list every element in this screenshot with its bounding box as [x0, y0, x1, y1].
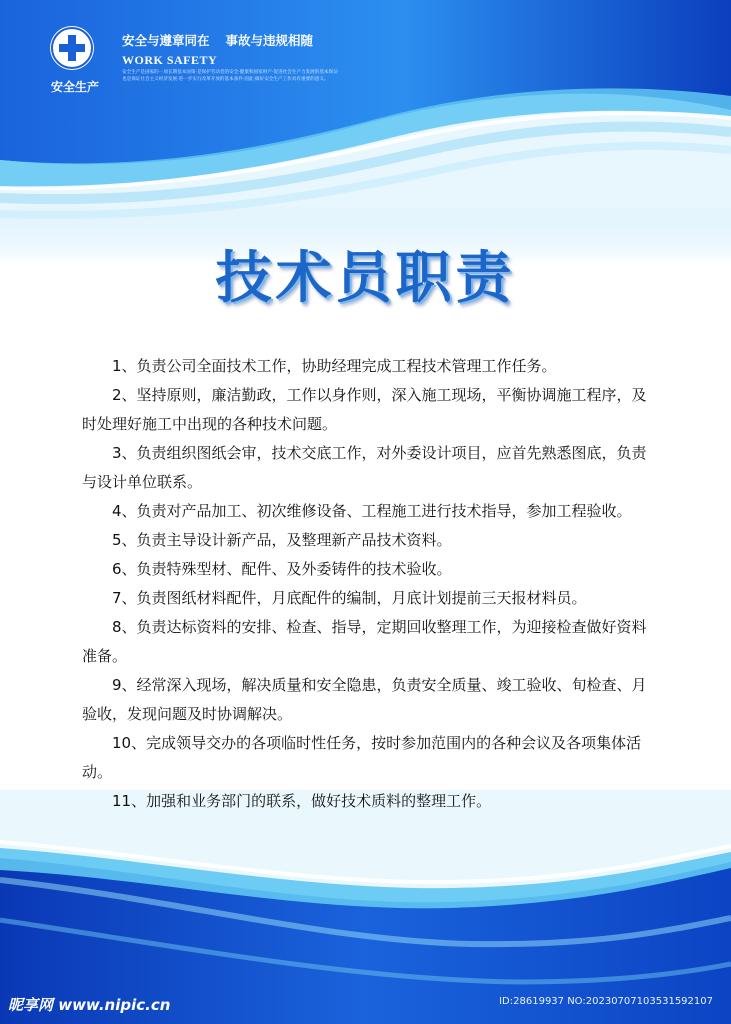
page-title: 技术员职责	[215, 245, 516, 311]
poster-header	[0, 0, 731, 110]
watermark-brand: 昵享网 www.nipic.cn	[8, 996, 171, 1014]
image-id-text: ID:28619937 NO:20230707103531592107	[499, 996, 713, 1007]
english-title: WORK SAFETY	[122, 53, 218, 67]
header-slogan	[122, 31, 313, 49]
safety-logo	[40, 24, 110, 98]
duty-item-8: 8、负责达标资料的安排、检查、指导，定期回收整理工作，为迎接检查做好资料准备。	[82, 618, 647, 665]
duty-item-5: 5、负责主导设计新产品，及整理新产品技术资料。	[112, 531, 452, 549]
slogan-left: 安全与遵章同在	[122, 33, 210, 48]
header-small-text: 安全生产是国家的一项长期基本国策·是保护劳动者的安全·健康和国家财产·促进社会生产力发展的基本保证·也是保证社会主义经济发展·进一步实行改革开放的基本条件·因此·做好安全生产工作具有重要的意义。	[122, 70, 340, 83]
duty-item-4: 4、负责对产品加工、初次维修设备、工程施工进行技术指导，参加工程验收。	[112, 502, 632, 520]
duty-item-7: 7、负责图纸材料配件，月底配件的编制，月底计划提前三天报材料员。	[112, 589, 587, 607]
slogan-right: 事故与违规相随	[225, 33, 314, 48]
duty-item-1: 1、负责公司全面技术工作，协助经理完成工程技术管理工作任务。	[112, 357, 557, 375]
duty-item-9: 9、经常深入现场，解决质量和安全隐患，负责安全质量、竣工验收、旬检查、月验收，发现问题及时协调解决。	[82, 676, 647, 723]
duty-item-11: 11、加强和业务部门的联系，做好技术质料的整理工作。	[112, 792, 492, 810]
duties-list	[82, 352, 652, 816]
logo-caption: 安全生产	[50, 80, 99, 94]
duty-item-10: 10、完成领导交办的各项临时性任务，按时参加范围内的各种会议及各项集体活动。	[82, 734, 642, 781]
safety-cross-icon	[50, 26, 94, 70]
duty-item-2: 2、坚持原则，廉洁勤政，工作以身作则，深入施工现场，平衡协调施工程序，及时处理好施工中出现的各种技术问题。	[82, 386, 647, 433]
duty-item-6: 6、负责特殊型材、配件、及外委铸件的技术验收。	[112, 560, 452, 578]
duty-item-3: 3、负责组织图纸会审，技术交底工作，对外委设计项目，应首先熟悉图底，负责与设计单位联系。	[82, 444, 647, 491]
